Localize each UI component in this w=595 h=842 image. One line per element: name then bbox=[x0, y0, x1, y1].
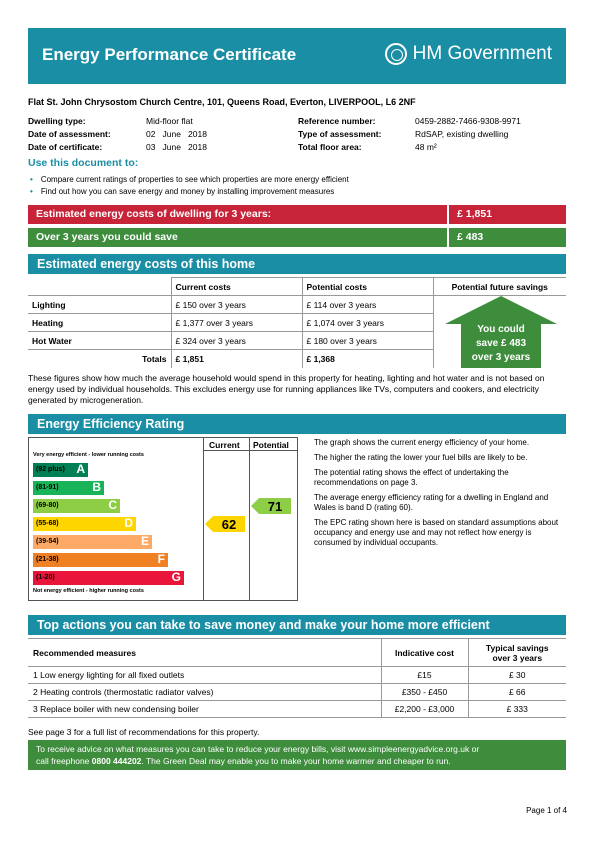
rating-band-g bbox=[33, 571, 184, 585]
advice-line: To receive advice on what measures you can take to reduce your energy bills, visit www.simpleenergyadvice.org.uk or bbox=[36, 744, 480, 754]
row-current: £ 324 over 3 years bbox=[171, 332, 302, 350]
details-left bbox=[28, 115, 207, 154]
rating-paragraph: The potential rating shows the effect of undertaking the recommendations on page 3. bbox=[314, 468, 509, 487]
band-range: (69-80) bbox=[36, 502, 59, 509]
certificate-date-value: 03 June 2018 bbox=[146, 142, 207, 152]
band-range: (92 plus) bbox=[36, 466, 65, 473]
cost-cell: £350 - £450 bbox=[381, 684, 468, 701]
advice-text: call freephone bbox=[36, 756, 92, 766]
header-banner bbox=[28, 28, 566, 84]
advice-line bbox=[36, 755, 558, 767]
row-label: Lighting bbox=[28, 296, 171, 314]
advice-box bbox=[28, 740, 566, 770]
actions-heading: Top actions you can take to save money and make your home more efficient bbox=[28, 615, 566, 635]
page-title: Energy Performance Certificate bbox=[42, 45, 297, 64]
rating-band-c bbox=[33, 499, 120, 513]
recommendations-note: See page 3 for a full list of recommendations for this property. bbox=[28, 727, 260, 737]
cost-cell: £2,200 - £3,000 bbox=[381, 701, 468, 718]
details-right bbox=[298, 115, 521, 154]
totals-current: £ 1,851 bbox=[171, 350, 302, 368]
actions-table bbox=[28, 638, 566, 718]
costs-heading: Estimated energy costs of this home bbox=[28, 254, 566, 274]
rating-band-b bbox=[33, 481, 104, 495]
row-potential: £ 114 over 3 years bbox=[302, 296, 433, 314]
table-row bbox=[28, 667, 566, 684]
bullet-item bbox=[30, 186, 349, 198]
estimated-cost-bar bbox=[28, 205, 566, 224]
savings-cell: £ 333 bbox=[468, 701, 566, 718]
rating-band-e bbox=[33, 535, 152, 549]
efficiency-rating-chart bbox=[28, 437, 298, 601]
header-savings bbox=[468, 639, 566, 667]
rating-paragraph: The higher the rating the lower your fuel bills are likely to be. bbox=[314, 453, 528, 462]
bullet-icon: • bbox=[30, 175, 33, 184]
property-address: Flat St. John Chrysostom Church Centre, 101, Queens Road, Everton, LIVERPOOL, L6 2NF bbox=[28, 97, 416, 107]
savings-line: save £ 483 bbox=[475, 338, 527, 349]
table-row bbox=[28, 701, 566, 718]
savings-arrow bbox=[445, 296, 557, 368]
band-letter: G bbox=[171, 570, 181, 584]
rating-description bbox=[314, 438, 562, 553]
svg-text:62: 62 bbox=[221, 517, 237, 532]
rating-band-a bbox=[33, 463, 88, 477]
header-blank bbox=[28, 278, 171, 296]
inefficient-label: Not energy efficient - higher running costs bbox=[33, 588, 144, 594]
potential-column-header: Potential bbox=[253, 440, 289, 450]
floor-area-label: Total floor area: bbox=[298, 142, 362, 152]
measure-cell: 3 Replace boiler with new condensing boiler bbox=[28, 701, 381, 718]
band-letter: E bbox=[140, 534, 149, 548]
crest-icon bbox=[385, 43, 407, 65]
savings-line: You could bbox=[477, 324, 525, 335]
table-row bbox=[28, 684, 566, 701]
table-header-row bbox=[28, 278, 566, 296]
assessment-date-value: 02 June 2018 bbox=[146, 129, 207, 139]
rating-band-d bbox=[33, 517, 136, 531]
header-cost: Indicative cost bbox=[381, 639, 468, 667]
use-bullets bbox=[30, 174, 349, 198]
header-line bbox=[203, 450, 297, 451]
savings-bar bbox=[28, 228, 566, 247]
band-letter: D bbox=[124, 516, 133, 530]
band-range: (39-54) bbox=[36, 538, 59, 545]
use-title: Use this document to: bbox=[28, 157, 139, 169]
potential-rating-arrow bbox=[251, 498, 293, 514]
dwelling-type-label: Dwelling type: bbox=[28, 116, 86, 126]
column-divider bbox=[203, 438, 204, 600]
band-range: (55-68) bbox=[36, 520, 59, 527]
row-label: Hot Water bbox=[28, 332, 171, 350]
advice-text: . The Green Deal may enable you to make your home warmer and cheaper to run. bbox=[141, 756, 451, 766]
gov-name: HM Government bbox=[412, 43, 552, 64]
cost-cell: £15 bbox=[381, 667, 468, 684]
hm-government-logo bbox=[385, 43, 552, 65]
reference-label: Reference number: bbox=[298, 116, 376, 126]
estimated-cost-label: Estimated energy costs of dwelling for 3 years: bbox=[36, 208, 272, 220]
savings-cell: £ 66 bbox=[468, 684, 566, 701]
freephone-number: 0800 444202 bbox=[91, 756, 142, 766]
measure-cell: 1 Low energy lighting for all fixed outlets bbox=[28, 667, 381, 684]
current-column-header: Current bbox=[209, 440, 240, 450]
table-header-row bbox=[28, 639, 566, 667]
header-measures: Recommended measures bbox=[28, 639, 381, 667]
rating-paragraph: The graph shows the current energy efficiency of your home. bbox=[314, 438, 530, 447]
savings-label: Over 3 years you could save bbox=[36, 231, 178, 243]
bullet-text: Find out how you can save energy and money by installing improvement measures bbox=[40, 187, 335, 196]
header-current: Current costs bbox=[171, 278, 302, 296]
current-rating-arrow bbox=[205, 516, 247, 532]
certificate-date-label: Date of certificate: bbox=[28, 142, 103, 152]
header-potential: Potential costs bbox=[302, 278, 433, 296]
row-current: £ 150 over 3 years bbox=[171, 296, 302, 314]
svg-text:71: 71 bbox=[267, 499, 283, 514]
header-savings-line: Typical savings bbox=[485, 642, 549, 653]
row-potential: £ 1,074 over 3 years bbox=[302, 314, 433, 332]
band-letter: A bbox=[76, 462, 85, 476]
column-divider bbox=[249, 438, 250, 600]
costs-explanation: These figures show how much the average household would spend in this property for heating, lighting and hot water and is not based on energy used by individual households. This excludes energy use for running appliances like TVs, computers and cookers, and electricity generated by microgeneration. bbox=[28, 373, 545, 405]
savings-value: £ 483 bbox=[447, 228, 566, 247]
savings-arrow-text bbox=[445, 323, 557, 365]
measure-cell: 2 Heating controls (thermostatic radiator valves) bbox=[28, 684, 381, 701]
dwelling-type-value: Mid-floor flat bbox=[146, 116, 193, 126]
bullet-item bbox=[30, 174, 349, 186]
efficient-label: Very energy efficient - lower running costs bbox=[33, 452, 144, 458]
row-potential: £ 180 over 3 years bbox=[302, 332, 433, 350]
rating-heading: Energy Efficiency Rating bbox=[28, 414, 566, 434]
band-range: (1-20) bbox=[36, 574, 55, 581]
assessment-date-label: Date of assessment: bbox=[28, 129, 111, 139]
header-savings-line: over 3 years bbox=[492, 652, 543, 663]
row-label: Heating bbox=[28, 314, 171, 332]
assessment-type-label: Type of assessment: bbox=[298, 129, 382, 139]
totals-label: Totals bbox=[28, 350, 171, 368]
rating-paragraph: The average energy efficiency rating for a dwelling in England and Wales is band D (rating 60). bbox=[314, 493, 549, 512]
row-current: £ 1,377 over 3 years bbox=[171, 314, 302, 332]
savings-line: over 3 years bbox=[471, 352, 531, 363]
estimated-cost-value: £ 1,851 bbox=[447, 205, 566, 224]
totals-potential: £ 1,368 bbox=[302, 350, 433, 368]
band-letter: F bbox=[157, 552, 165, 566]
band-letter: C bbox=[108, 498, 117, 512]
band-letter: B bbox=[92, 480, 101, 494]
bullet-text: Compare current ratings of properties to see which properties are more energy efficient bbox=[40, 175, 349, 184]
floor-area-value: 48 m² bbox=[415, 142, 437, 152]
band-range: (81-91) bbox=[36, 484, 59, 491]
rating-band-f bbox=[33, 553, 168, 567]
assessment-type-value: RdSAP, existing dwelling bbox=[415, 129, 509, 139]
bullet-icon: • bbox=[30, 187, 33, 196]
header-savings: Potential future savings bbox=[433, 278, 566, 296]
savings-cell: £ 30 bbox=[468, 667, 566, 684]
reference-value: 0459-2882-7466-9308-9971 bbox=[415, 116, 521, 126]
rating-paragraph: The EPC rating shown here is based on standard assumptions about occupancy and energy use and may not reflect how energy is consumed by individual occupants. bbox=[314, 518, 559, 547]
band-range: (21-38) bbox=[36, 556, 59, 563]
page-number: Page 1 of 4 bbox=[526, 806, 567, 815]
